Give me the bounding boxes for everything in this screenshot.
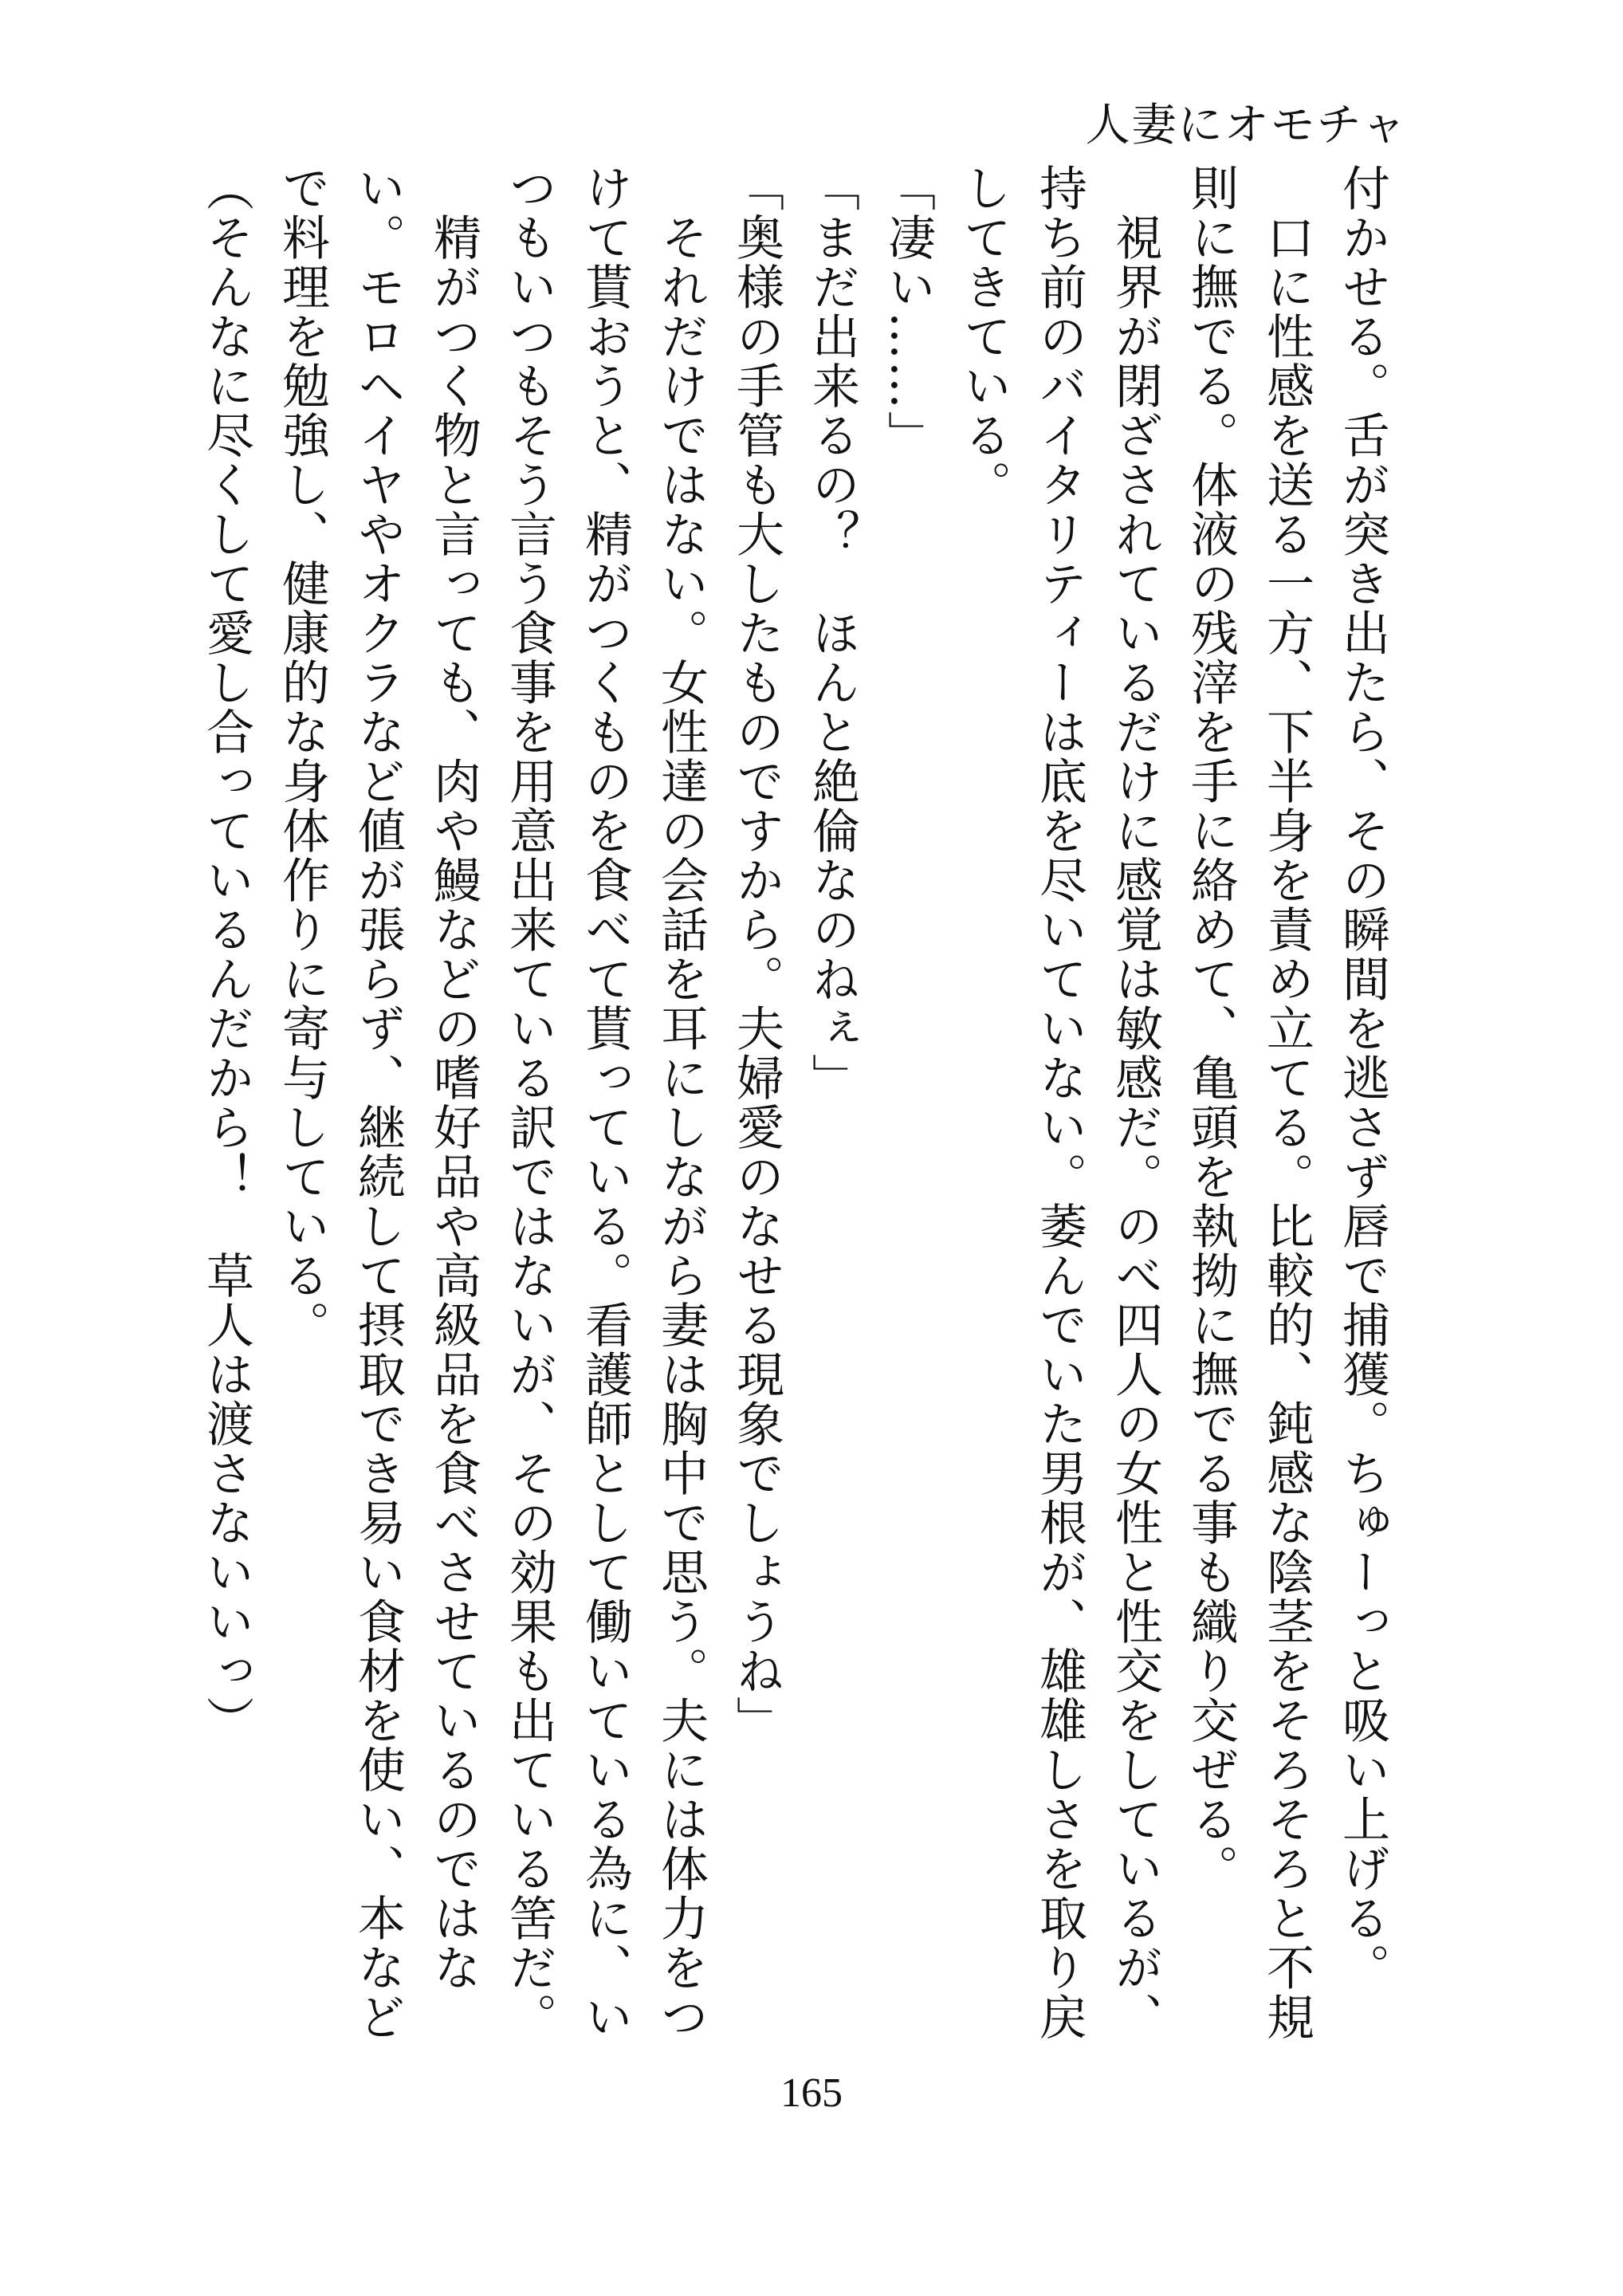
text-line: 持ち前のバイタリティーは底を尽いていない。萎んでいた男根が、雄雄しさを取り戻 [1032,163,1087,2042]
text-line: 口に性感を送る一方、下半身を責め立てる。比較的、鈍感な陰茎をそろそろと不規 [1259,163,1315,2042]
text-line: つもいつもそう言う食事を用意出来ている訳ではないが、その効果も出ている筈だ。 [501,163,557,2042]
text-line: い。モロヘイヤやオクラなど値が張らず、継続して摂取でき易い食材を使い、本など [350,163,406,2042]
text-line: それだけではない。女性達の会話を耳にしながら妻は胸中で思う。夫には体力をつ [653,163,709,2042]
text-line: 「凄い……」 [880,163,936,460]
running-header: 人妻にオモチャ [1085,100,1408,151]
text-line: 「奥様の手管も大したものですから。夫婦愛のなせる現象でしょうね」 [729,163,784,1745]
text-line: （そんなに尽くして愛し合っているんだから！ 草人は渡さないいっ） [198,163,254,1745]
text-line: で料理を勉強し、健康的な身体作りに寄与している。 [274,163,330,1350]
text-line: 視界が閉ざされているだけに感覚は敏感だ。のべ四人の女性と性交をしているが、 [1107,163,1163,2042]
text-line: けて貰おうと、精がつくものを食べて貰っている。看護師として働いている為に、い [577,163,633,2042]
text-line: 則に撫でる。体液の残滓を手に絡めて、亀頭を執拗に撫でる事も織り交ぜる。 [1183,163,1239,1893]
page-number: 165 [780,2070,843,2116]
text-line: 「まだ出来るの？ ほんと絶倫なのねぇ」 [804,163,860,1103]
text-line: してきている。 [956,163,1012,509]
vertical-text-body [156,163,1400,2093]
text-line: 付かせる。舌が突き出たら、その瞬間を逃さず唇で捕獲。ちゅーっと吸い上げる。 [1334,163,1390,1992]
text-line: 精がつく物と言っても、肉や鰻などの嗜好品や高級品を食べさせているのではな [426,163,481,1992]
